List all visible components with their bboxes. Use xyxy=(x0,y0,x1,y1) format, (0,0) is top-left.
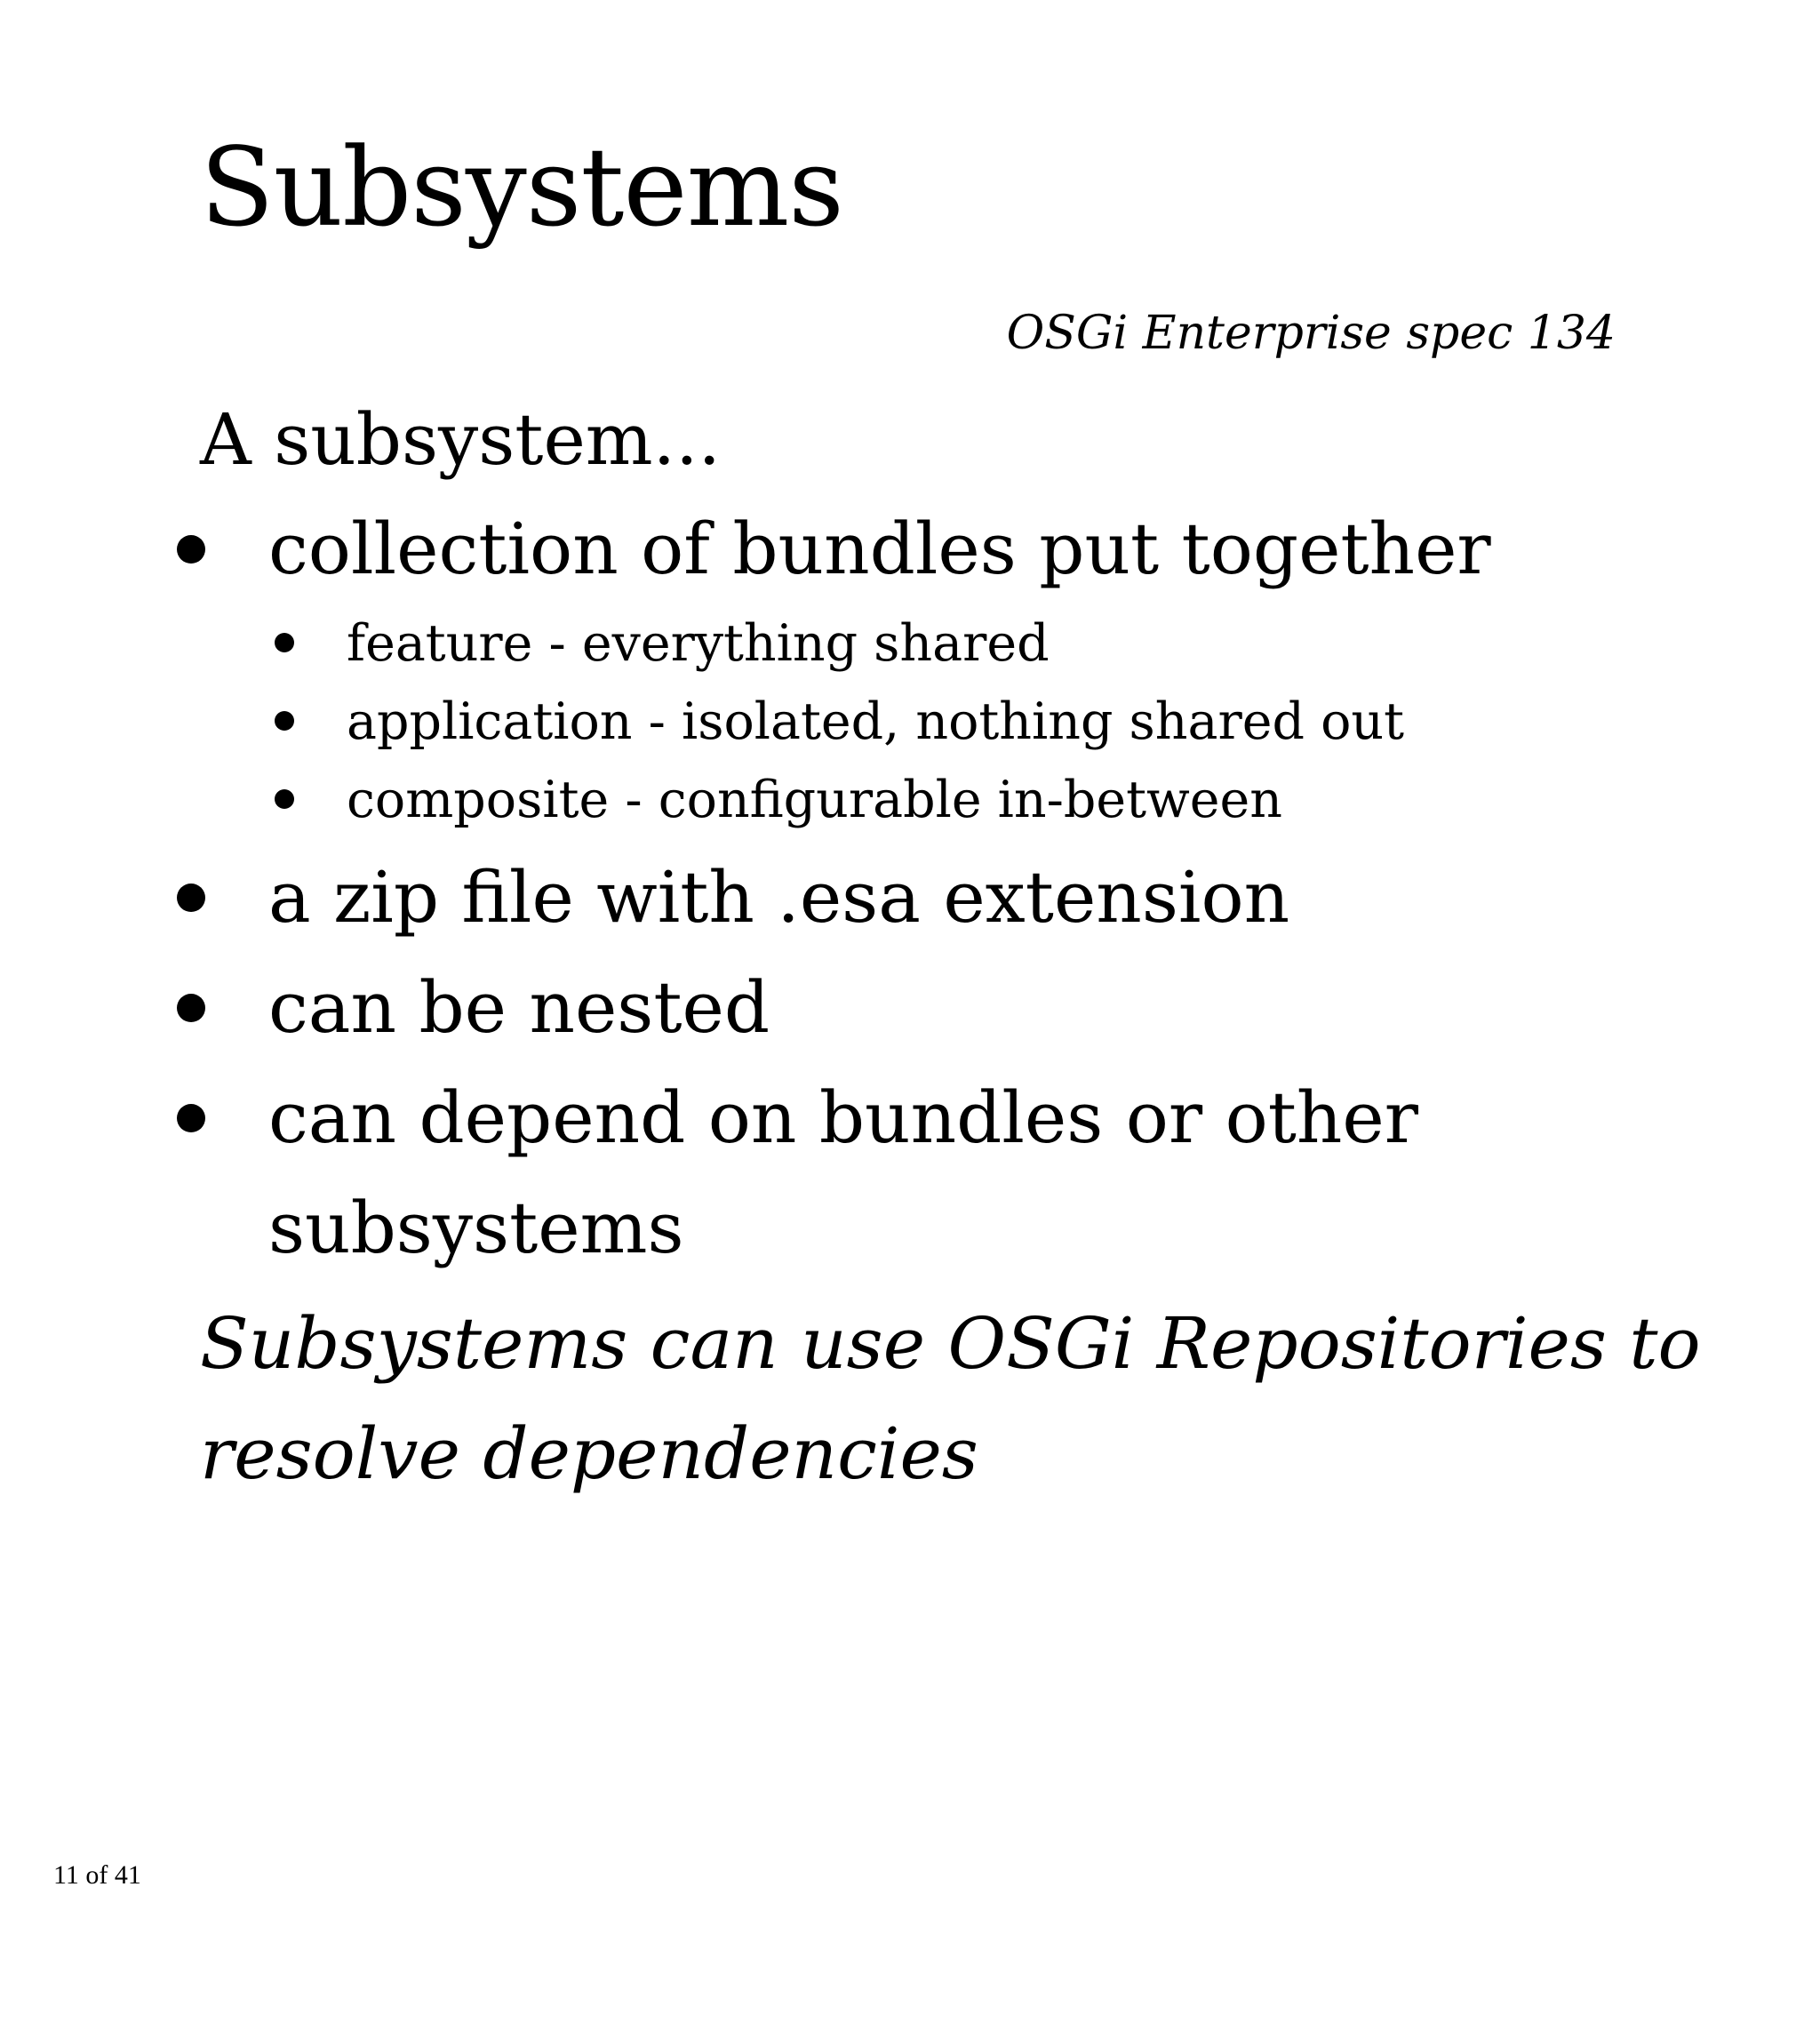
sub-bullet-text: composite - configurable in-between xyxy=(347,771,1282,829)
sub-bullet-dot-icon xyxy=(275,711,294,731)
source-reference: OSGi Enterprise spec 134 xyxy=(1006,307,1616,360)
intro-text: A subsystem... xyxy=(200,398,721,481)
note-line: resolve dependencies xyxy=(200,1412,978,1495)
bullet-text: can be nested xyxy=(268,966,770,1049)
bullet-dot-icon xyxy=(177,994,205,1022)
sub-bullet-dot-icon xyxy=(275,633,294,652)
slide-title: Subsystems xyxy=(200,124,843,251)
bullet-item-collection xyxy=(268,494,1491,604)
bullet-text: a zip file with .esa extension xyxy=(268,856,1290,939)
sub-bullet-text: application - isolated, nothing shared out xyxy=(347,692,1405,751)
bullet-item-nested xyxy=(268,953,770,1063)
sub-bullet-application xyxy=(347,683,1404,761)
bullet-text: collection of bundles put together xyxy=(268,508,1491,590)
bullet-dot-icon xyxy=(177,1104,205,1132)
note-line: Subsystems can use OSGi Repositories to xyxy=(200,1302,1701,1385)
sub-bullet-composite xyxy=(347,761,1282,839)
bullet-text-line: subsystems xyxy=(268,1187,684,1269)
bullet-dot-icon xyxy=(177,535,205,564)
bullet-dot-icon xyxy=(177,884,205,912)
sub-bullet-dot-icon xyxy=(275,789,294,809)
page-number: 11 of 41 xyxy=(53,1860,141,1890)
bullet-item-zip-file xyxy=(268,843,1289,953)
bullet-text-line: can depend on bundles or other xyxy=(268,1076,1418,1159)
closing-note xyxy=(200,1289,1701,1509)
sub-bullet-text: feature - everything shared xyxy=(347,614,1050,673)
sub-bullet-feature xyxy=(347,604,1050,683)
bullet-item-depend xyxy=(268,1063,1418,1283)
